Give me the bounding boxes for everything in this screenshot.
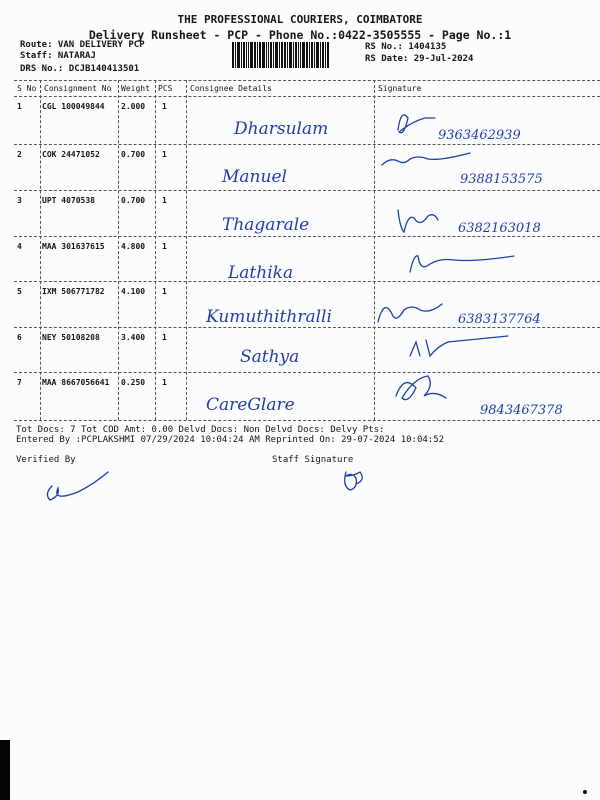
barcode	[232, 42, 360, 68]
col-weight: Weight	[121, 84, 150, 93]
row-7-consignment: MAA 8667056641	[42, 378, 110, 387]
consignee-row-4: Lathika	[228, 263, 294, 283]
runsheet-subtitle: Delivery Runsheet - PCP - Phone No.:0422-3505555 - Page No.:1	[88, 28, 512, 42]
phone-row-3: 6382163018	[458, 221, 541, 236]
row-1-consignment: CGL 100049844	[42, 102, 105, 111]
row-1-pcs: 1	[162, 102, 167, 111]
row-4-weight: 4.800	[121, 242, 146, 251]
row-3-weight: 0.700	[121, 196, 146, 205]
company-title: THE PROFESSIONAL COURIERS, COIMBATORE	[177, 13, 423, 26]
table-row-6: 6	[17, 333, 22, 342]
signature-row-7	[396, 376, 446, 400]
table-row-5: 5	[17, 287, 22, 296]
consignee-row-7: CareGlare	[206, 395, 295, 415]
consignee-row-5: Kumuthithralli	[206, 307, 332, 327]
verified-signature	[47, 472, 108, 500]
col-consignment: Consignment No	[44, 84, 112, 93]
table-row-4: 4	[17, 242, 22, 251]
phone-row-5: 6383137764	[458, 312, 541, 327]
signature-row-5	[378, 304, 442, 322]
rs-number: RS No.: 1404135	[365, 42, 447, 52]
row-6-weight: 3.400	[121, 333, 146, 342]
row-2-pcs: 1	[162, 150, 167, 159]
table-row-1: 1	[17, 102, 22, 111]
table-row-3: 3	[17, 196, 22, 205]
table-row-2: 2	[17, 150, 22, 159]
phone-row-2: 9388153575	[460, 172, 543, 187]
row-5-consignment: IXM 506771782	[42, 287, 105, 296]
col-pcs: PCS	[158, 84, 173, 93]
row-4-pcs: 1	[162, 242, 167, 251]
row-7-weight: 0.250	[121, 378, 146, 387]
entered-by-line: Entered By :PCPLAKSHMI 07/29/2024 10:04:24 AM Reprinted On: 29-07-2024 10:04:52	[16, 435, 445, 445]
row-2-weight: 0.700	[121, 150, 146, 159]
row-1-weight: 2.000	[121, 102, 146, 111]
rs-date: RS Date: 29-Jul-2024	[365, 54, 474, 64]
scan-speck	[583, 790, 587, 794]
phone-row-1: 9363462939	[438, 128, 521, 143]
signature-row-2	[382, 153, 470, 165]
row-4-consignment: MAA 301637615	[42, 242, 105, 251]
row-5-weight: 4.100	[121, 287, 146, 296]
consignee-row-2: Manuel	[222, 167, 287, 187]
row-2-consignment: COK 24471052	[42, 150, 100, 159]
signature-row-1	[398, 115, 435, 133]
drs-label: DRS No.:	[20, 64, 64, 74]
table-bottom-rule	[14, 420, 600, 421]
phone-row-7: 9843467378	[480, 403, 563, 418]
col-signature: Signature	[378, 84, 422, 93]
row-6-pcs: 1	[162, 333, 167, 342]
row-3-pcs: 1	[162, 196, 167, 205]
signature-row-3	[398, 210, 438, 232]
col-sno: S No	[17, 84, 37, 93]
col-consignee: Consignee Details	[190, 84, 272, 93]
table-header-rule	[14, 96, 600, 97]
row-7-pcs: 1	[162, 378, 167, 387]
consignee-row-1: Dharsulam	[234, 119, 329, 139]
scan-edge-shadow	[0, 740, 10, 800]
table-row-7: 7	[17, 378, 22, 387]
totals-line: Tot Docs: 7 Tot COD Amt: 0.00 Delvd Docs: Non Delvd Docs: Delvy Pts:	[16, 425, 385, 435]
row-6-consignment: NEY 50108208	[42, 333, 100, 342]
signature-row-4	[410, 256, 514, 272]
consignee-row-6: Sathya	[240, 347, 300, 367]
row-5-pcs: 1	[162, 287, 167, 296]
staff-signature	[345, 472, 363, 490]
table-top-rule	[14, 80, 600, 81]
consignee-row-3: Thagarale	[222, 215, 310, 235]
drs-value: DCJB140413501	[68, 64, 140, 74]
signature-row-6	[410, 336, 508, 356]
route-label: Route: VAN DELIVERY PCP	[20, 40, 145, 50]
verified-by-label: Verified By	[16, 455, 76, 465]
staff-signature-label: Staff Signature	[272, 455, 354, 465]
drs-number	[20, 64, 139, 75]
row-3-consignment: UPT 4070538	[42, 196, 95, 205]
staff-label: Staff: NATARAJ	[20, 51, 96, 61]
